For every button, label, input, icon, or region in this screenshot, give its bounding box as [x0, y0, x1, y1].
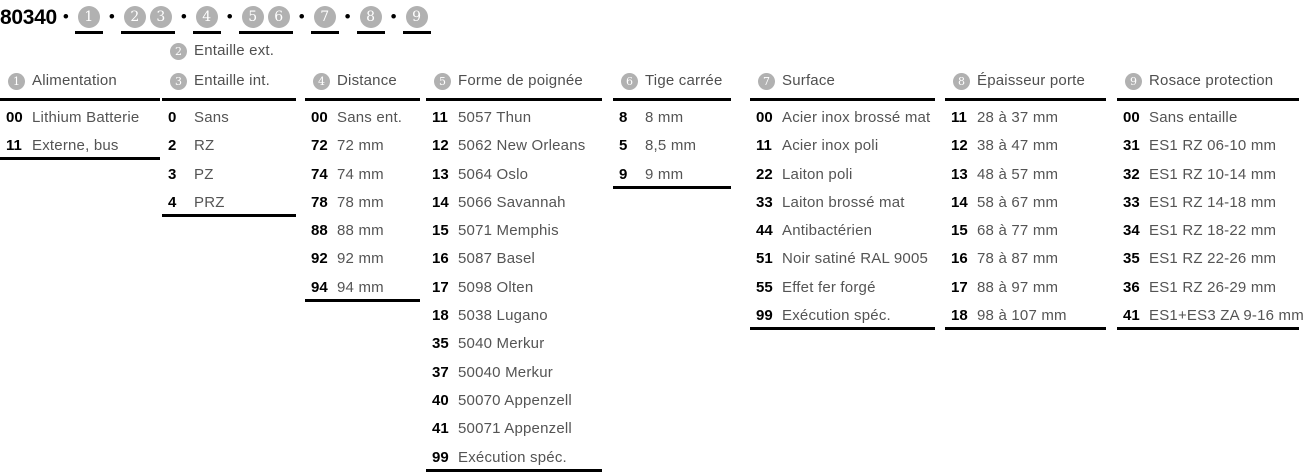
position-2-badge: 2 [124, 6, 146, 28]
option-code: 17 [432, 278, 449, 296]
option-label: 5062 New Orleans [458, 137, 586, 155]
option-row [750, 167, 935, 195]
option-row [750, 110, 935, 138]
option-label: 68 à 77 mm [977, 222, 1059, 240]
option-label: ES1 RZ 10-14 mm [1149, 165, 1277, 183]
option-code: 13 [951, 165, 968, 183]
option-code: 34 [1123, 222, 1140, 240]
column-header-label: Surface [782, 72, 836, 89]
option-code: 88 [311, 222, 328, 240]
option-code: 35 [1123, 250, 1140, 268]
option-code: 99 [432, 448, 449, 466]
column-header-label: Distance [337, 72, 397, 89]
option-row [162, 138, 296, 166]
option-row [1117, 223, 1299, 251]
position-1-badge: 1 [78, 6, 100, 28]
separator-dot: • [344, 7, 351, 26]
option-label: 5087 Basel [458, 250, 536, 268]
separator-dot: • [108, 7, 115, 26]
option-row [1117, 167, 1299, 195]
option-row [305, 251, 420, 279]
option-code: 11 [756, 137, 772, 155]
option-code: 16 [432, 250, 449, 268]
column-6 [750, 0, 935, 330]
option-label: Laiton poli [782, 165, 853, 183]
option-code: 55 [756, 278, 773, 296]
option-code: 4 [168, 193, 177, 211]
option-label: 5071 Memphis [458, 222, 559, 240]
option-code: 37 [432, 363, 449, 381]
column-header-label: Alimentation [32, 72, 117, 89]
option-row [945, 110, 1106, 138]
option-label: 48 à 57 mm [977, 165, 1059, 183]
option-label: 28 à 37 mm [977, 109, 1059, 126]
option-label: Exécution spéc. [458, 448, 567, 466]
option-row [750, 308, 935, 327]
option-code: 44 [756, 222, 773, 240]
option-label: Effet fer forgé [782, 278, 876, 296]
option-label: 98 à 107 mm [977, 307, 1067, 325]
option-row [945, 167, 1106, 195]
option-row [613, 138, 731, 166]
option-row [945, 223, 1106, 251]
option-label: PZ [194, 165, 214, 183]
option-label: 5064 Oslo [458, 165, 529, 183]
option-label: 72 mm [337, 137, 384, 155]
option-code: 12 [432, 137, 449, 155]
option-label: ES1+ES3 ZA 9-16 mm [1149, 307, 1304, 325]
option-code: 18 [432, 307, 449, 325]
position-9-badge: 9 [1125, 73, 1142, 90]
separator-dot: • [62, 7, 69, 26]
option-label: Antibactérien [782, 222, 873, 240]
option-label: ES1 RZ 18-22 mm [1149, 222, 1277, 240]
position-6-badge: 6 [268, 6, 290, 28]
option-list [162, 101, 296, 217]
option-row [426, 138, 602, 166]
option-list [945, 101, 1106, 330]
option-label: 5057 Thun [458, 109, 532, 126]
option-row [305, 138, 420, 166]
option-row [945, 138, 1106, 166]
option-code: 11 [951, 109, 967, 126]
option-code: 15 [951, 222, 968, 240]
column-header-label: Épaisseur porte [977, 72, 1086, 89]
option-row [0, 138, 160, 157]
option-list [426, 101, 602, 472]
column-header-row [434, 70, 602, 92]
option-label: 5038 Lugano [458, 307, 548, 325]
option-code: 94 [311, 278, 328, 296]
option-label: ES1 RZ 22-26 mm [1149, 250, 1277, 268]
option-code: 74 [311, 165, 328, 183]
option-list [1117, 101, 1304, 330]
option-label: 78 mm [337, 193, 384, 211]
option-row [426, 308, 602, 336]
option-row [613, 110, 731, 138]
option-row [945, 251, 1106, 279]
separator-dot: • [180, 7, 187, 26]
option-code: 14 [951, 193, 968, 211]
option-row [750, 223, 935, 251]
option-code: 35 [432, 335, 449, 353]
option-label: 50071 Appenzell [458, 420, 572, 438]
column-header [0, 0, 160, 101]
option-row [426, 450, 602, 469]
position-6-badge: 6 [621, 73, 638, 90]
option-row [1117, 138, 1299, 166]
option-row [305, 223, 420, 251]
option-code: 11 [6, 137, 22, 155]
option-row [426, 167, 602, 195]
option-row [750, 280, 935, 308]
option-list [305, 101, 420, 302]
position-3-badge: 3 [170, 73, 187, 90]
column-header-label: Tige carrée [645, 72, 723, 89]
option-code: 9 [619, 165, 628, 183]
option-row [426, 251, 602, 279]
option-label: Sans entaille [1149, 109, 1238, 126]
column-header-row [8, 70, 160, 92]
option-label: Laiton brossé mat [782, 193, 905, 211]
option-row [945, 280, 1106, 308]
column-header [426, 0, 602, 101]
option-code: 51 [756, 250, 773, 268]
option-row [162, 167, 296, 195]
option-row [426, 336, 602, 364]
option-row [426, 223, 602, 251]
option-row [0, 110, 160, 138]
option-label: Externe, bus [32, 137, 119, 155]
option-row [426, 110, 602, 138]
option-row [305, 110, 420, 138]
column-header [1117, 0, 1299, 101]
column-5 [613, 0, 731, 189]
option-code: 14 [432, 193, 449, 211]
option-code: 78 [311, 193, 328, 211]
option-row [305, 280, 420, 299]
column-3 [305, 0, 420, 302]
separator-dot: • [298, 7, 305, 26]
option-code: 33 [756, 193, 773, 211]
column-header-label: Rosace protection [1149, 72, 1274, 89]
option-label: 58 à 67 mm [977, 193, 1059, 211]
column-header-row [170, 70, 296, 92]
product-code: 80340 [0, 6, 57, 29]
column-header [162, 0, 296, 101]
option-row [426, 393, 602, 421]
column-header-row [758, 70, 935, 92]
column-1 [0, 0, 160, 160]
column-7 [945, 0, 1106, 330]
option-code: 31 [1123, 137, 1140, 155]
column-header [945, 0, 1106, 101]
position-7-badge: 7 [314, 6, 336, 28]
column-header-row [170, 40, 296, 62]
option-row [1117, 307, 1304, 327]
column-header [613, 0, 731, 101]
option-code: 00 [6, 109, 23, 126]
option-label: 8 mm [645, 109, 684, 126]
option-row [1117, 280, 1299, 308]
column-header-label: Entaille int. [194, 72, 270, 89]
option-code: 3 [168, 165, 177, 183]
option-row [305, 167, 420, 195]
option-row [750, 138, 935, 166]
option-row [162, 195, 296, 214]
option-code: 22 [756, 165, 773, 183]
option-row [426, 421, 602, 449]
option-code: 13 [432, 165, 449, 183]
option-label: 38 à 47 mm [977, 137, 1059, 155]
option-row [426, 280, 602, 308]
column-4 [426, 0, 602, 472]
option-list [750, 101, 935, 330]
option-label: 5040 Merkur [458, 335, 545, 353]
option-label: Acier inox poli [782, 137, 879, 155]
position-4-badge: 4 [196, 6, 218, 28]
option-label: RZ [194, 137, 215, 155]
option-row [750, 251, 935, 279]
option-code: 5 [619, 137, 628, 155]
option-row [426, 365, 602, 393]
option-code: 00 [756, 109, 773, 126]
option-label: 88 mm [337, 222, 384, 240]
position-5-badge: 5 [434, 73, 451, 90]
option-code: 99 [756, 307, 773, 325]
option-code: 92 [311, 250, 328, 268]
option-code: 72 [311, 137, 328, 155]
separator-dot: • [390, 7, 397, 26]
option-row [945, 195, 1106, 223]
option-label: 94 mm [337, 278, 384, 296]
option-code: 32 [1123, 165, 1140, 183]
position-8-badge: 8 [953, 73, 970, 90]
position-7-badge: 7 [758, 73, 775, 90]
position-8-badge: 8 [360, 6, 382, 28]
option-label: 8,5 mm [645, 137, 697, 155]
option-row [945, 308, 1106, 327]
option-code: 36 [1123, 278, 1140, 296]
position-4-badge: 4 [313, 73, 330, 90]
option-list [0, 101, 160, 160]
separator-dot: • [226, 7, 233, 26]
option-row [426, 195, 602, 223]
option-label: PRZ [194, 193, 225, 211]
column-header-row [953, 70, 1106, 92]
option-label: 92 mm [337, 250, 384, 268]
option-row [305, 195, 420, 223]
option-row [1117, 195, 1299, 223]
option-label: Acier inox brossé mat [782, 109, 931, 126]
column-header [750, 0, 935, 101]
option-code: 12 [951, 137, 968, 155]
option-code: 11 [432, 109, 448, 126]
option-label: Sans [194, 109, 229, 126]
option-row [750, 195, 935, 223]
option-label: Lithium Batterie [32, 109, 140, 126]
column-header-label: Forme de poignée [458, 72, 583, 89]
option-code: 41 [1123, 307, 1140, 325]
column-header [305, 0, 420, 101]
option-code: 8 [619, 109, 628, 126]
option-code: 2 [168, 137, 177, 155]
option-code: 16 [951, 250, 968, 268]
option-code: 40 [432, 391, 449, 409]
option-label: 74 mm [337, 165, 384, 183]
option-label: 78 à 87 mm [977, 250, 1059, 268]
option-code: 00 [311, 109, 328, 126]
option-label: ES1 RZ 26-29 mm [1149, 278, 1277, 296]
option-list [613, 101, 731, 189]
position-9-badge: 9 [406, 6, 428, 28]
option-label: 9 mm [645, 165, 684, 183]
option-label: 50040 Merkur [458, 363, 553, 381]
option-code: 0 [168, 109, 177, 126]
option-label: Sans ent. [337, 109, 403, 126]
option-label: 50070 Appenzell [458, 391, 572, 409]
option-label: Exécution spéc. [782, 307, 891, 325]
position-2-badge: 2 [170, 43, 187, 60]
column-header-label: Entaille ext. [194, 42, 275, 59]
option-code: 00 [1123, 109, 1140, 126]
option-label: 88 à 97 mm [977, 278, 1059, 296]
option-label: ES1 RZ 14-18 mm [1149, 193, 1277, 211]
option-row [613, 167, 731, 186]
position-5-badge: 5 [242, 6, 264, 28]
option-row [1117, 110, 1299, 138]
option-label: Noir satiné RAL 9005 [782, 250, 929, 268]
column-header-row [1125, 70, 1299, 92]
column-8 [1117, 0, 1304, 330]
column-2 [162, 0, 296, 217]
option-label: 5066 Savannah [458, 193, 566, 211]
option-code: 18 [951, 307, 968, 325]
option-code: 15 [432, 222, 449, 240]
column-header-row [313, 70, 420, 92]
option-row [162, 110, 296, 138]
option-label: 5098 Olten [458, 278, 534, 296]
position-1-badge: 1 [8, 73, 25, 90]
position-3-badge: 3 [150, 6, 172, 28]
option-row [1117, 251, 1299, 279]
column-header-row [621, 70, 731, 92]
option-code: 41 [432, 420, 449, 438]
option-code: 17 [951, 278, 968, 296]
option-label: ES1 RZ 06-10 mm [1149, 137, 1277, 155]
option-code: 33 [1123, 193, 1140, 211]
